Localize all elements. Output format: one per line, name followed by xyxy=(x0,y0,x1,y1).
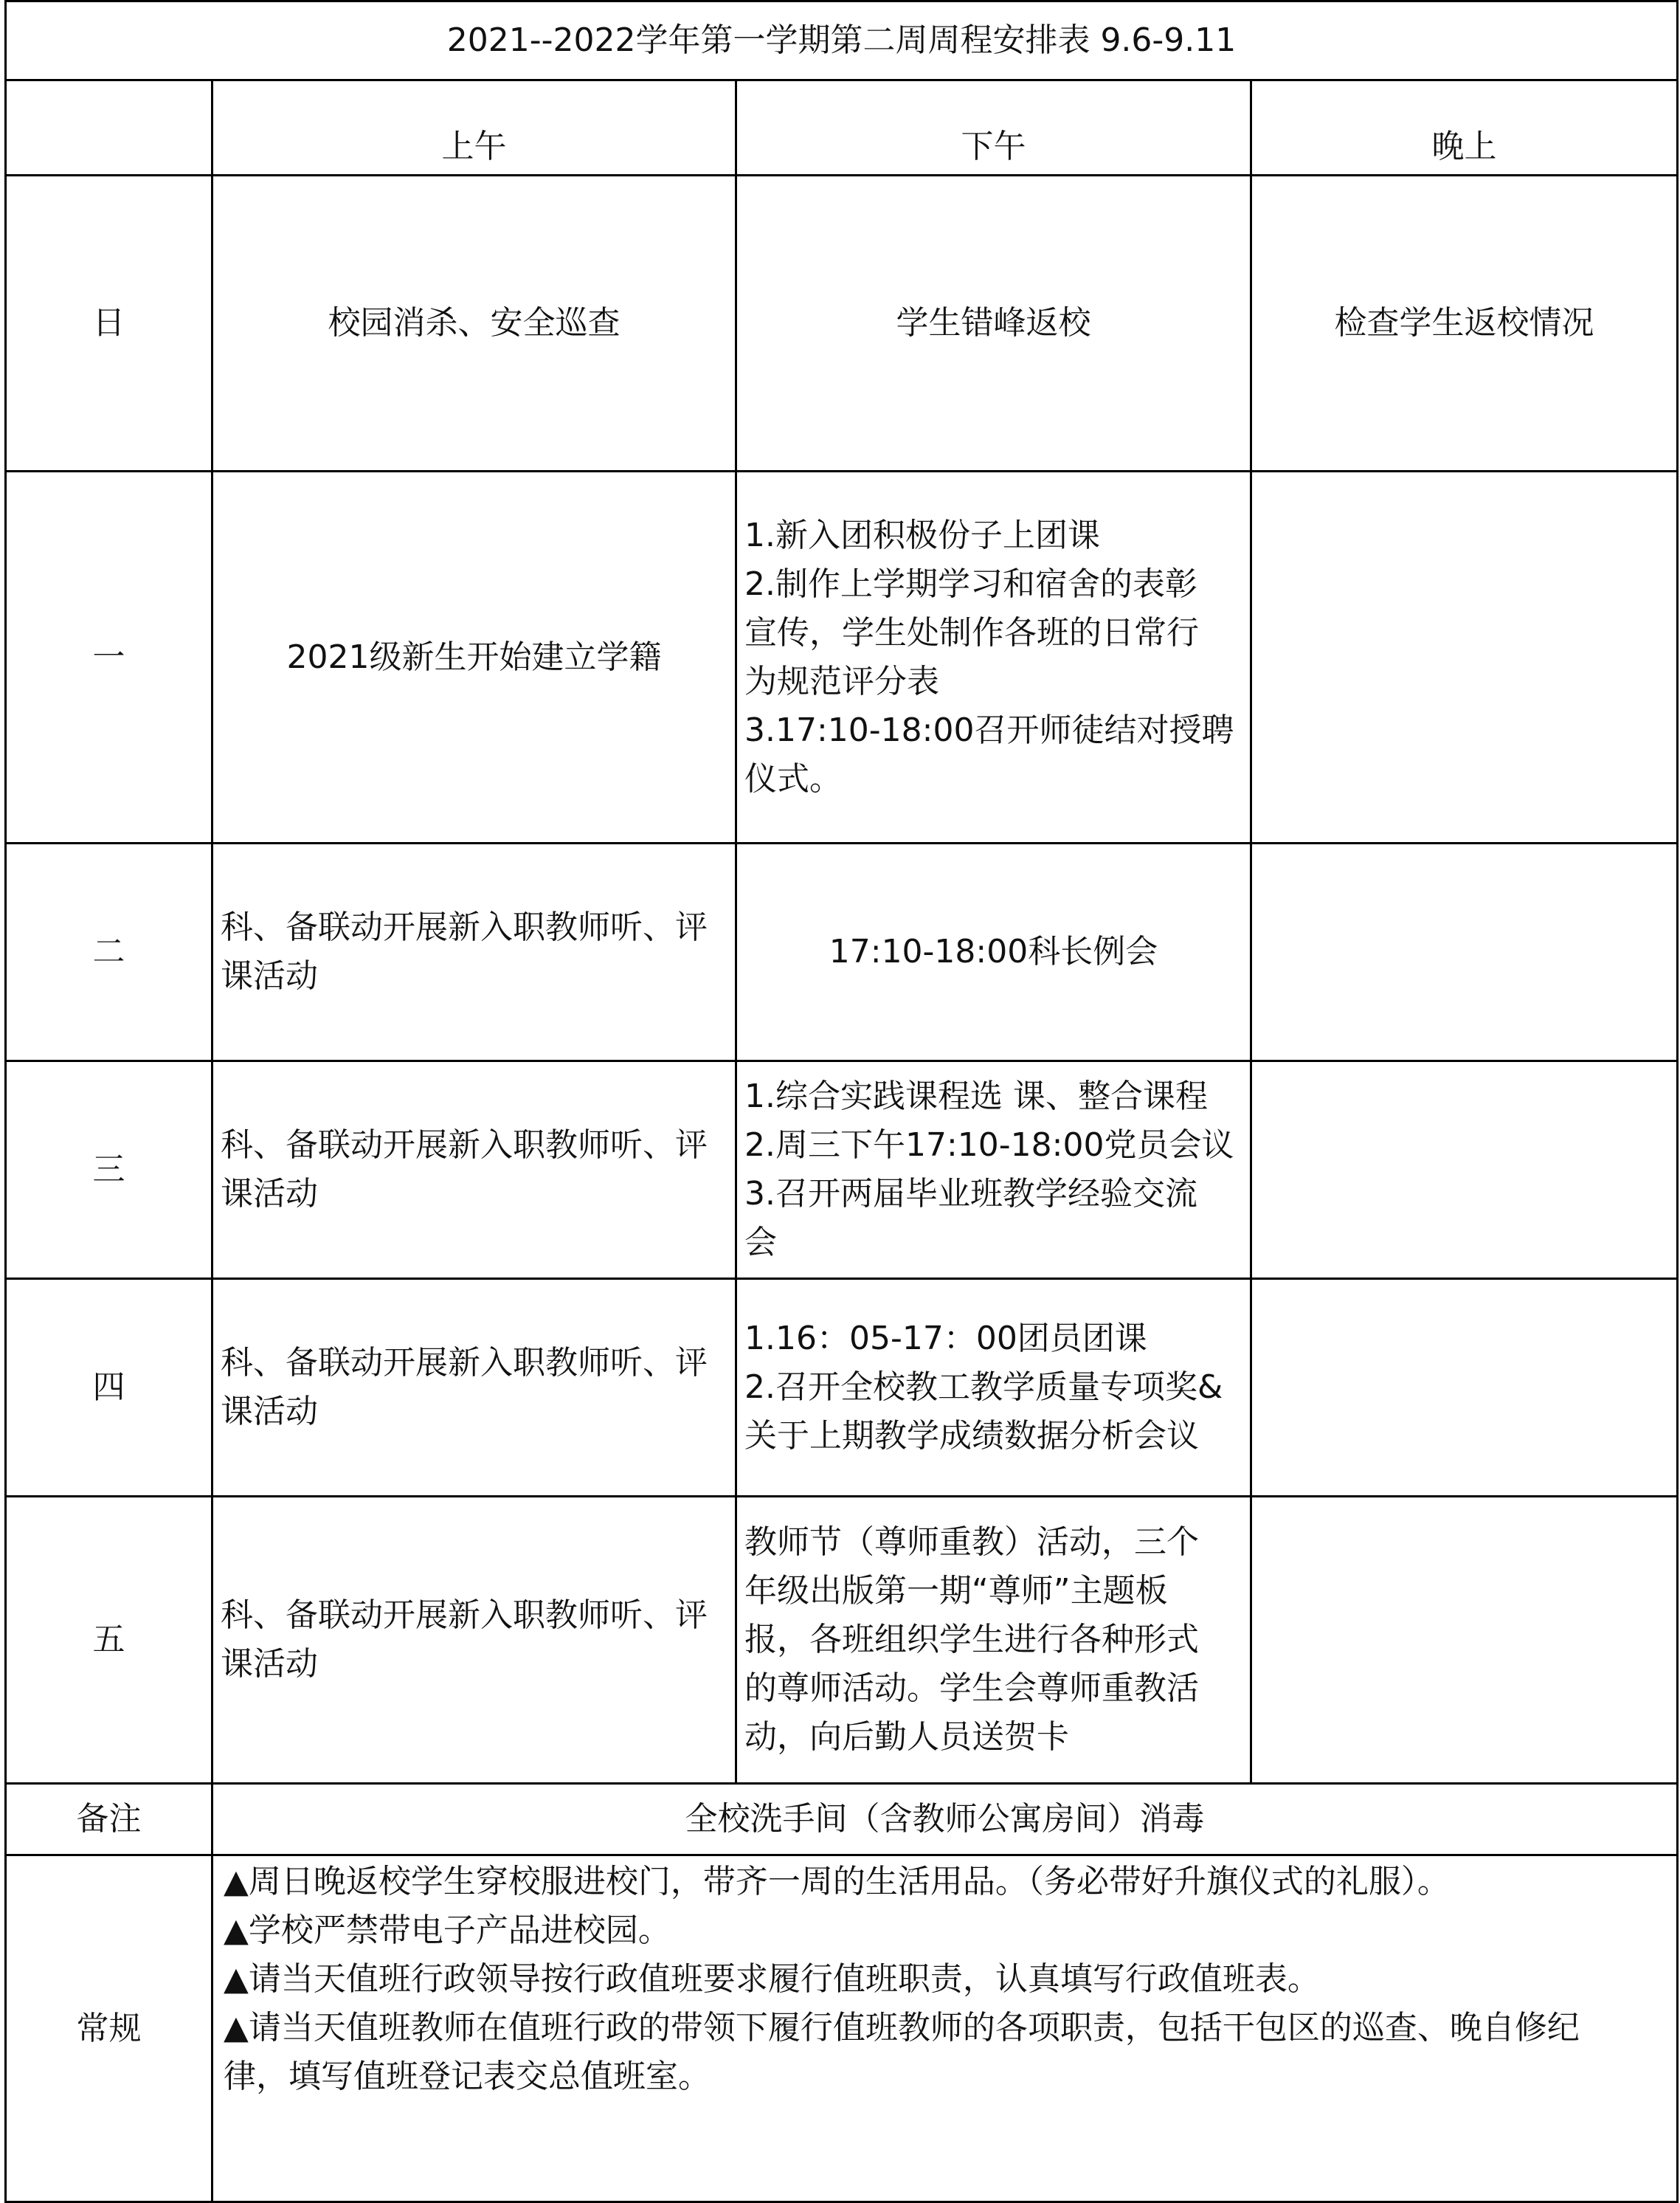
afternoon-cell xyxy=(736,472,1251,844)
routine-label: 常规 xyxy=(6,1855,212,2202)
cell-line: 报，各班组织学生进行各种形式 xyxy=(744,1621,1199,1658)
morning-cell xyxy=(212,472,736,844)
routine-notes xyxy=(212,1855,1678,2202)
cell-line: 2.周三下午17:10-18:00党员会议 xyxy=(744,1126,1234,1164)
cell-line: 1.16：05-17：00团员团课 xyxy=(744,1320,1147,1357)
remarks-text: 全校洗手间（含教师公寓房间）消毒 xyxy=(212,1784,1678,1855)
cell-line: 校园消杀、安全巡查 xyxy=(328,304,621,342)
cell-line: 科、备联动开展新入职教师听、评 xyxy=(221,909,708,946)
cell-line: 科、备联动开展新入职教师听、评 xyxy=(221,1344,708,1382)
cell-line: 17:10-18:00科长例会 xyxy=(829,933,1158,971)
cell-line: 关于上期教学成绩数据分析会议 xyxy=(744,1417,1199,1455)
routine-line: 律，填写值班登记表交总值班室。 xyxy=(224,2058,711,2095)
day-label: 五 xyxy=(6,1497,212,1784)
morning-cell xyxy=(212,176,736,472)
routine-line: ▲请当天值班教师在值班行政的带领下履行值班教师的各项职责，包括干包区的巡查、晚自修纪 xyxy=(224,2009,1580,2047)
evening-cell xyxy=(1251,844,1678,1061)
cell-line: 2021级新生开始建立学籍 xyxy=(286,638,662,676)
day-label: 日 xyxy=(6,176,212,472)
cell-line: 课活动 xyxy=(221,1175,318,1213)
table-row xyxy=(6,1061,1678,1279)
afternoon-cell xyxy=(736,176,1251,472)
remarks-row xyxy=(6,1784,1678,1855)
evening-cell xyxy=(1251,176,1678,472)
cell-line: 3.召开两届毕业班教学经验交流 xyxy=(744,1175,1197,1213)
weekly-schedule-table xyxy=(4,0,1679,2203)
cell-line: 年级出版第一期“尊师”主题板 xyxy=(744,1572,1168,1610)
header-morning: 上午 xyxy=(212,80,736,176)
evening-cell xyxy=(1251,1497,1678,1784)
table-row xyxy=(6,176,1678,472)
morning-cell xyxy=(212,1497,736,1784)
table-title: 2021--2022学年第一学期第二周周程安排表 9.6-9.11 xyxy=(6,1,1678,80)
cell-line: 仪式。 xyxy=(744,759,842,798)
day-label: 一 xyxy=(6,472,212,844)
header-corner xyxy=(6,80,212,176)
cell-line: 动，向后勤人员送贺卡 xyxy=(744,1718,1069,1756)
table-row xyxy=(6,1497,1678,1784)
cell-line: 宣传，学生处制作各班的日常行 xyxy=(744,613,1199,652)
afternoon-cell xyxy=(736,1279,1251,1497)
cell-line: 1.综合实践课程选 课、整合课程 xyxy=(744,1078,1208,1115)
morning-cell xyxy=(212,1279,736,1497)
day-label: 四 xyxy=(6,1279,212,1497)
morning-cell xyxy=(212,844,736,1061)
cell-line: 2.制作上学期学习和宿舍的表彰 xyxy=(744,565,1197,603)
evening-cell xyxy=(1251,1279,1678,1497)
day-label: 三 xyxy=(6,1061,212,1279)
afternoon-cell xyxy=(736,1061,1251,1279)
evening-cell xyxy=(1251,1061,1678,1279)
afternoon-cell xyxy=(736,844,1251,1061)
cell-line: 会 xyxy=(744,1224,777,1261)
cell-line: 学生错峰返校 xyxy=(896,304,1091,342)
cell-line: 科、备联动开展新入职教师听、评 xyxy=(221,1596,708,1634)
header-afternoon: 下午 xyxy=(736,80,1251,176)
cell-line: 检查学生返校情况 xyxy=(1334,304,1594,342)
morning-cell xyxy=(212,1061,736,1279)
remarks-label: 备注 xyxy=(6,1784,212,1855)
evening-cell xyxy=(1251,472,1678,844)
cell-line: 课活动 xyxy=(221,1393,318,1430)
cell-line: 的尊师活动。学生会尊师重教活 xyxy=(744,1669,1199,1707)
routine-line: ▲学校严禁带电子产品进校园。 xyxy=(224,1911,671,1949)
table-row xyxy=(6,472,1678,844)
cell-line: 课活动 xyxy=(221,957,318,995)
day-label: 二 xyxy=(6,844,212,1061)
cell-line: 3.17:10-18:00召开师徒结对授聘 xyxy=(744,711,1234,749)
header-evening: 晚上 xyxy=(1251,80,1678,176)
cell-line: 2.召开全校教工教学质量专项奖& xyxy=(744,1368,1223,1406)
afternoon-cell xyxy=(736,1497,1251,1784)
cell-line: 教师节（尊师重教）活动，三个 xyxy=(744,1523,1199,1561)
cell-line: 为规范评分表 xyxy=(744,662,939,700)
routine-row xyxy=(6,1855,1678,2202)
cell-line: 科、备联动开展新入职教师听、评 xyxy=(221,1126,708,1164)
title-row xyxy=(6,1,1678,80)
cell-line: 课活动 xyxy=(221,1645,318,1683)
routine-line: ▲周日晚返校学生穿校服进校门，带齐一周的生活用品。（务必带好升旗仪式的礼服）。 xyxy=(224,1863,1450,1900)
table-row xyxy=(6,1279,1678,1497)
routine-line: ▲请当天值班行政领导按行政值班要求履行值班职责，认真填写行政值班表。 xyxy=(224,1960,1320,1998)
cell-line: 1.新入团积极份子上团课 xyxy=(744,516,1100,554)
header-row xyxy=(6,80,1678,176)
table-row xyxy=(6,844,1678,1061)
